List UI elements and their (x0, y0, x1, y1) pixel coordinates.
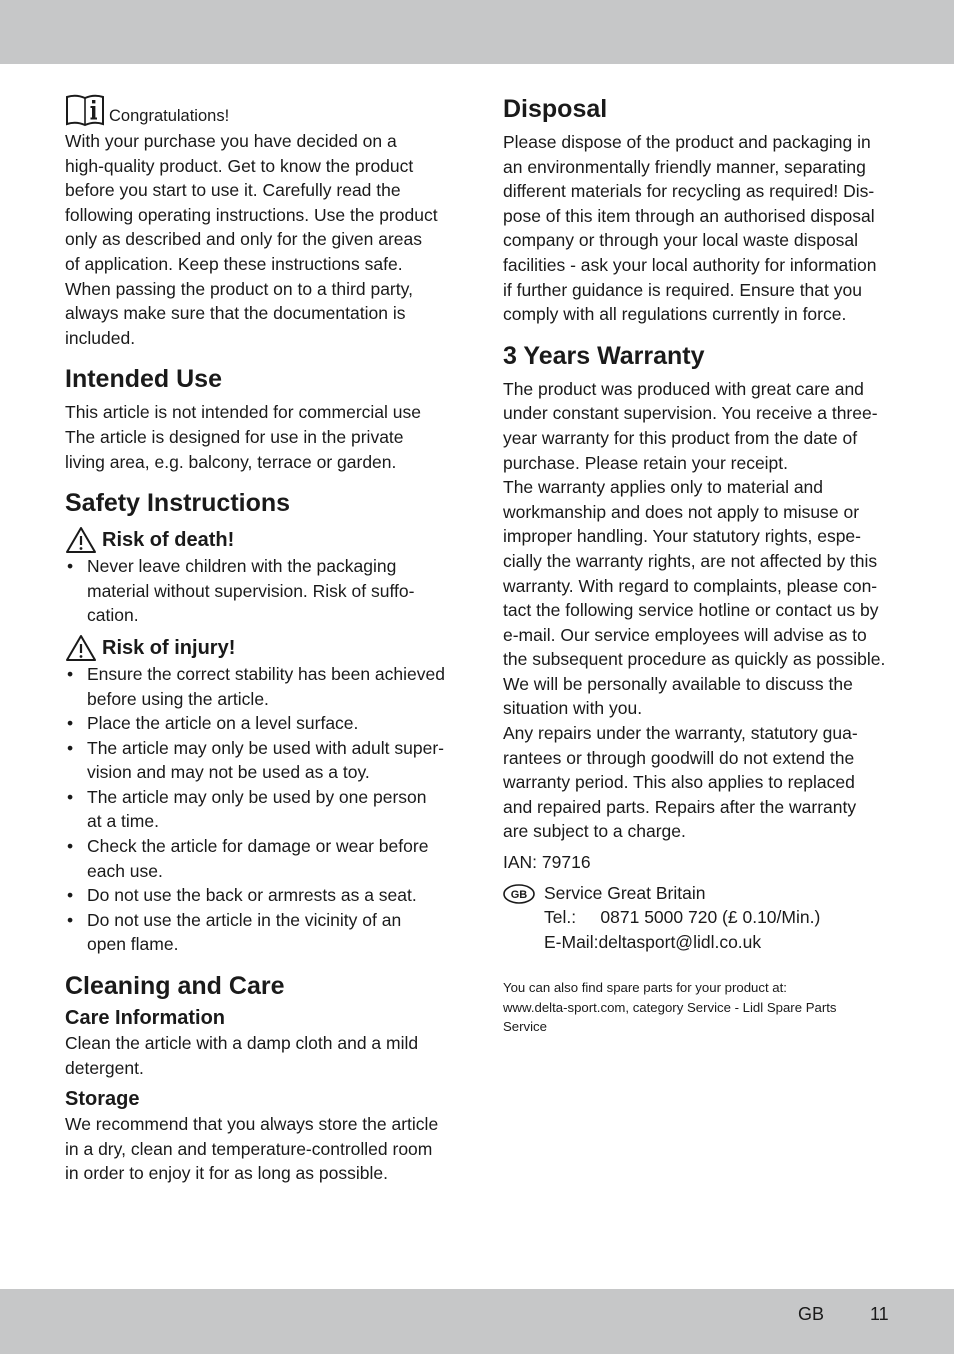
list-item-line: • Ensure the correct stability has been achieved (87, 663, 445, 684)
list-item (65, 736, 455, 785)
list-item-line: material without supervision. Risk of suffo- (87, 580, 415, 601)
disposal-heading: Disposal (503, 95, 608, 123)
page-number: 11 (870, 1304, 889, 1324)
warranty-line: workmanship and does not apply to misuse or (503, 501, 860, 522)
list-item (65, 908, 455, 957)
list-item (65, 711, 455, 736)
storage-line: We recommend that you always store the article (65, 1114, 439, 1135)
intro-line: With your purchase you have decided on a (65, 131, 397, 151)
care-line: detergent. (65, 1057, 144, 1078)
spare-parts-note (503, 978, 895, 1037)
service-block (503, 881, 895, 955)
spare-parts-line: You can also find spare parts for your product at: (503, 980, 787, 996)
intro-line: of application. Keep these instructions safe. (65, 253, 403, 274)
risk-of-injury-title (65, 634, 455, 662)
list-item (65, 662, 455, 711)
intro-greeting: Congratulations! (109, 107, 230, 125)
warranty-line: warranty period. This also applies to replaced (503, 772, 855, 793)
list-item-line: open flame. (87, 934, 179, 955)
storage-line: in order to enjoy it for as long as possible. (65, 1163, 388, 1184)
warranty-line: under constant supervision. You receive a three- (503, 403, 878, 424)
warranty-line: The warranty applies only to material and (503, 477, 824, 498)
header-band (0, 0, 954, 64)
warning-triangle-icon (65, 634, 97, 662)
info-book-icon (65, 94, 105, 128)
intro-line: high-quality product. Get to know the product (65, 155, 414, 176)
intro-line: following operating instructions. Use the product (65, 204, 438, 225)
list-item-line: before using the article. (87, 688, 269, 709)
warranty-line: are subject to a charge. (503, 821, 686, 842)
list-item-line: each use. (87, 860, 163, 881)
care-line: Clean the article with a damp cloth and a mild (65, 1033, 419, 1054)
intro-line: always make sure that the documentation is (65, 303, 406, 324)
intro-line: before you start to use it. Carefully read the (65, 180, 401, 201)
list-item (65, 554, 455, 628)
service-tel: Tel.: 0871 5000 720 (£ 0.10/Min.) (544, 907, 821, 928)
list-item-line: at a time. (87, 811, 159, 832)
warranty-line: year warranty for this product from the date of (503, 427, 858, 448)
disposal-line: facilities - ask your local authority for information (503, 254, 877, 275)
list-item-line: • Do not use the article in the vicinity of an (87, 909, 402, 930)
disposal-line: comply with all regulations currently in force. (503, 304, 847, 325)
storage-heading: Storage (65, 1088, 140, 1111)
disposal-line: company or through your local waste disposal (503, 230, 859, 251)
intro-line: included. (65, 327, 136, 348)
disposal-line: pose of this item through an authorised disposal (503, 205, 875, 226)
disposal-line: an environmentally friendly manner, separating (503, 156, 866, 177)
intended-use-line: This article is not intended for commercial use (65, 402, 421, 423)
cleaning-heading: Cleaning and Care (65, 972, 285, 1001)
gb-badge-text: GB (510, 888, 528, 901)
disposal-line: if further guidance is required. Ensure that you (503, 279, 862, 300)
list-item-line: • Place the article on a level surface. (87, 713, 359, 734)
warranty-line: The product was produced with great care and (503, 378, 864, 399)
risk-of-death-label: Risk of death! (102, 529, 235, 552)
list-item-line: • Check the article for damage or wear before (87, 836, 429, 857)
intro-greeting-line (65, 94, 455, 128)
warranty-line: and repaired parts. Repairs after the warranty (503, 796, 857, 817)
list-item-line: • The article may only be used by one person (87, 786, 427, 807)
list-item-line: • Do not use the back or armrests as a seat. (87, 885, 417, 906)
list-item-line: • Never leave children with the packaging (87, 556, 397, 577)
warranty-line: We will be personally available to discuss the (503, 673, 853, 694)
list-item-line: • The article may only be used with adult super- (87, 737, 444, 758)
risk-of-injury-label: Risk of injury! (102, 636, 236, 659)
warranty-line: rantees or through goodwill do not extend the (503, 747, 855, 768)
intended-use-line: living area, e.g. balcony, terrace or garden. (65, 451, 397, 472)
list-item-line: vision and may not be used as a toy. (87, 762, 370, 783)
list-item (65, 883, 455, 908)
warranty-line: improper handling. Your statutory rights, espe- (503, 526, 861, 547)
ian-number: IAN: 79716 (503, 852, 591, 873)
warranty-line: the subsequent procedure as quickly as possible. (503, 649, 886, 670)
risk-of-injury-list (65, 662, 455, 957)
disposal-line: different materials for recycling as required! Dis- (503, 181, 875, 202)
intended-use-heading: Intended Use (65, 365, 222, 394)
risk-of-death-title (65, 526, 455, 554)
spare-parts-line: Service (503, 1019, 547, 1035)
warranty-line: cially the warranty rights, are not affected by this (503, 550, 878, 571)
footer-language: GB (798, 1304, 825, 1324)
risk-of-death-list (65, 554, 455, 628)
storage-line: in a dry, clean and temperature-controlled room (65, 1138, 433, 1159)
service-email: E-Mail:deltasport@lidl.co.uk (544, 931, 762, 952)
warranty-line: situation with you. (503, 698, 643, 719)
gb-country-badge-icon (503, 884, 535, 904)
warranty-line: e-mail. Our service employees will advise as to (503, 624, 867, 645)
list-item (65, 834, 455, 883)
right-column (503, 94, 895, 1037)
safety-heading: Safety Instructions (65, 489, 291, 518)
left-column (65, 94, 455, 1186)
service-name: Service Great Britain (544, 882, 706, 903)
warranty-line: purchase. Please retain your receipt. (503, 452, 789, 473)
spare-parts-line: www.delta-sport.com, category Service - Lidl Spare Parts (503, 999, 837, 1015)
care-information-heading: Care Information (65, 1007, 226, 1030)
warranty-line: tact the following service hotline or contact us by (503, 600, 879, 621)
warranty-line: Any repairs under the warranty, statutory gua- (503, 723, 858, 744)
intro-line: When passing the product on to a third party, (65, 278, 413, 299)
disposal-line: Please dispose of the product and packaging in (503, 132, 871, 152)
warranty-heading: 3 Years Warranty (503, 341, 705, 370)
warranty-line: warranty. With regard to complaints, please con- (503, 575, 878, 596)
list-item (65, 785, 455, 834)
list-item-line: cation. (87, 605, 139, 626)
warning-triangle-icon (65, 526, 97, 554)
intro-line: only as described and only for the given areas (65, 229, 423, 250)
intended-use-line: The article is designed for use in the private (65, 426, 404, 447)
